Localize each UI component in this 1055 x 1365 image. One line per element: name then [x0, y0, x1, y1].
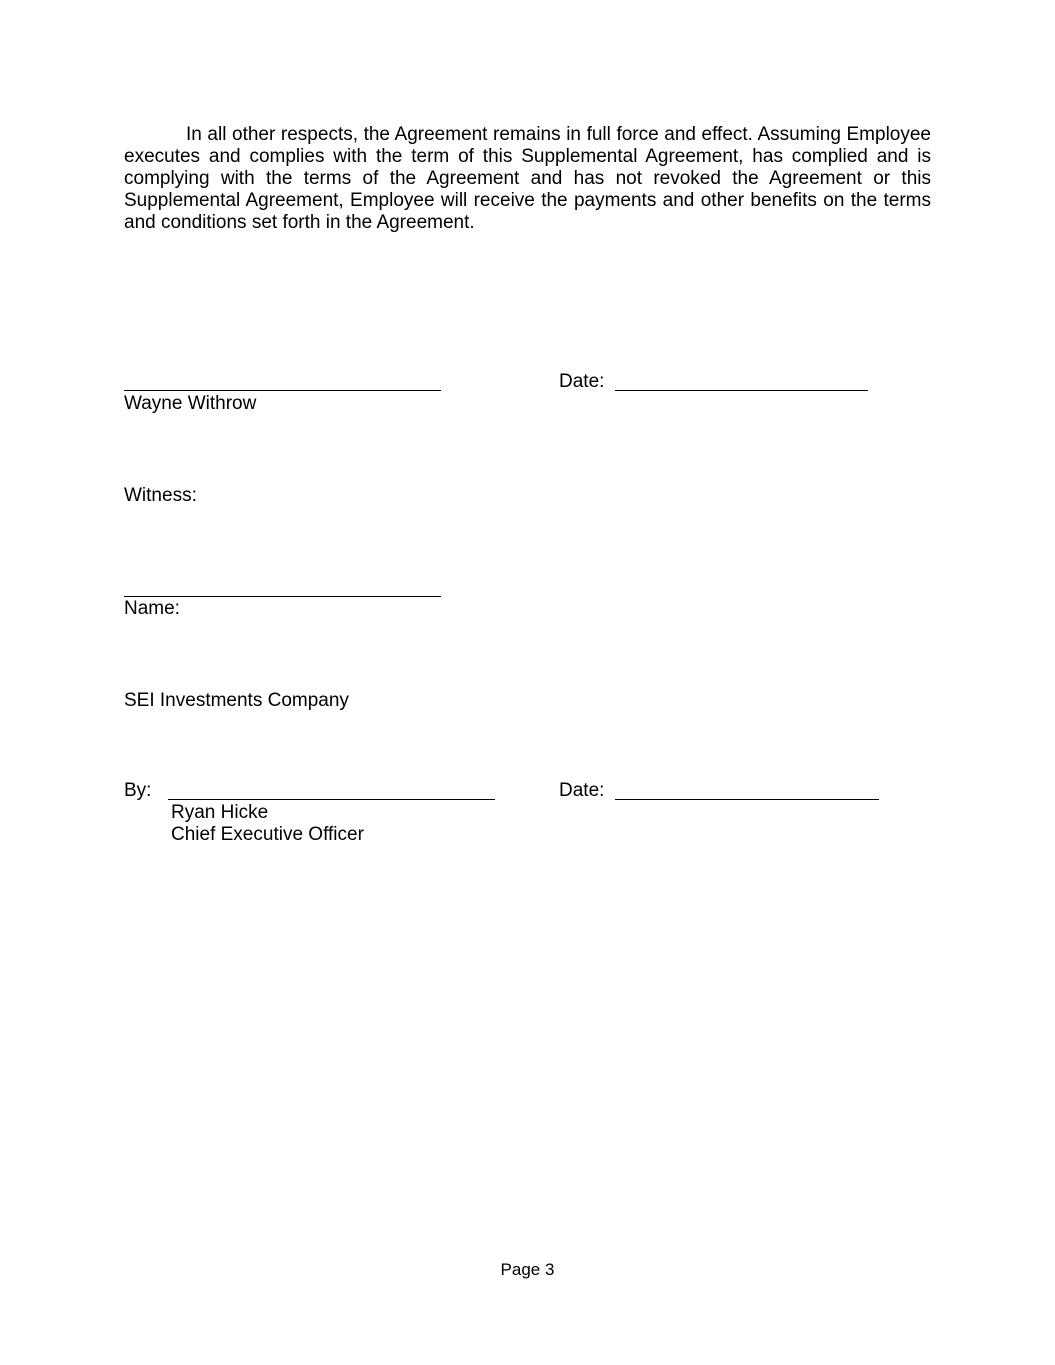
witness-name-label: Name: [124, 598, 180, 619]
employee-signature-line [124, 390, 441, 391]
employee-date-line [615, 390, 868, 391]
company-date-label: Date: [559, 780, 605, 801]
employee-date-label: Date: [559, 371, 605, 392]
employee-name: Wayne Withrow [124, 393, 257, 414]
company-signature-line [168, 799, 495, 800]
company-date-line [615, 799, 879, 800]
by-label: By: [124, 780, 152, 801]
witness-label: Witness: [124, 485, 197, 506]
witness-signature-line [124, 596, 441, 597]
page-number: Page 3 [500, 1260, 555, 1279]
signer-name: Ryan Hicke [171, 802, 269, 823]
signer-title: Chief Executive Officer [171, 824, 364, 845]
body-paragraph: In all other respects, the Agreement remains in full force and effect. Assuming Employee executes and complies with the term of this Supplemental Agreement, has complied and is complying with the terms of the Agreement and has not revoked the Agreement or this Supplemental Agreement, Employee will receive the payments and other benefits on the terms and conditions set forth in the Agreement. [124, 124, 931, 233]
company-name: SEI Investments Company [124, 690, 349, 711]
